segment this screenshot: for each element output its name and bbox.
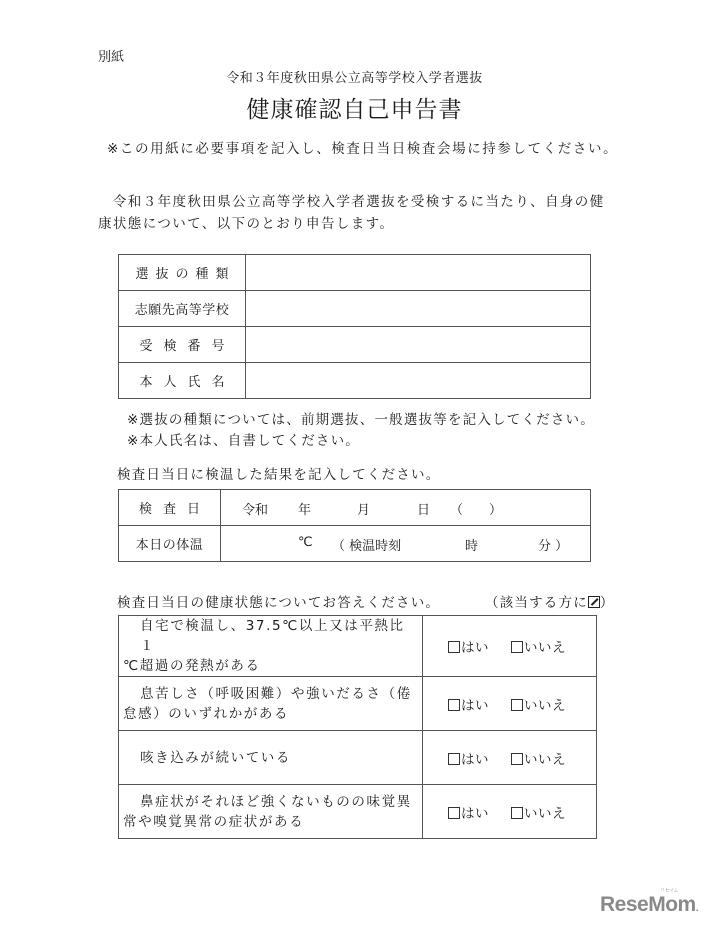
note-selection-type: ※選抜の種類については、前期選抜、一般選抜等を記入してください。: [127, 412, 595, 428]
checkbox-icon: [511, 641, 523, 653]
year-label: 年: [298, 503, 312, 518]
full-name-label: 本人氏名: [139, 375, 236, 390]
table-row: [119, 731, 597, 785]
submission-instruction: ※この用紙に必要事項を記入し、検査日当日検査会場に持参してください。: [107, 141, 619, 157]
celsius-unit: ℃: [298, 535, 313, 550]
body-temp-label: 本日の体温: [135, 538, 204, 553]
temperature-table: [118, 489, 591, 562]
checkbox-icon: [511, 699, 523, 711]
measurement-time-label: （ 検温時刻: [332, 539, 402, 554]
weekday-paren-open: （: [450, 503, 464, 518]
table-row: [119, 677, 597, 731]
taste-smell-no-checkbox[interactable]: いいえ: [511, 802, 566, 822]
era-label: 令和: [242, 503, 269, 518]
full-name-field[interactable]: [246, 363, 591, 399]
taste-smell-yes-checkbox[interactable]: はい: [448, 802, 489, 822]
target-school-field[interactable]: [246, 291, 591, 327]
exam-date-field[interactable]: [221, 490, 591, 526]
hour-label: 時: [465, 539, 479, 554]
selection-type-label: 選抜の種類: [135, 267, 236, 282]
document-subtitle: 令和３年度秋田県公立高等学校入学者選抜: [226, 71, 483, 86]
table-row: [119, 785, 597, 839]
exam-number-field[interactable]: [246, 327, 591, 363]
breathing-yes-checkbox[interactable]: はい: [448, 694, 489, 714]
month-label: 月: [357, 503, 371, 518]
question-taste-smell: 鼻症状がそれほど強くないものの味覚異 常や嗅覚異常の症状がある: [119, 785, 423, 839]
fever-no-checkbox[interactable]: いいえ: [511, 636, 566, 656]
checkbox-icon: [448, 699, 460, 711]
exam-number-label: 受検番号: [139, 339, 236, 354]
appendix-label: 別紙: [98, 50, 125, 65]
applicant-info-table: [118, 254, 591, 399]
cough-yes-checkbox[interactable]: はい: [448, 748, 489, 768]
minute-label: 分 ）: [538, 539, 569, 554]
table-row: [119, 363, 591, 399]
body-temp-field[interactable]: [221, 526, 591, 562]
checkbox-icon: [511, 807, 523, 819]
table-row: [119, 490, 591, 526]
cough-no-checkbox[interactable]: いいえ: [511, 748, 566, 768]
document-title: 健康確認自己申告書: [246, 97, 463, 123]
table-row: [119, 616, 597, 677]
question-fever: 自宅で検温し、37.5℃以上又は平熱比１ ℃超過の発熱がある: [119, 616, 423, 677]
weekday-paren-close: ）: [489, 503, 503, 518]
declaration-intro: 令和３年度秋田県公立高等学校入学者選抜を受検するに当たり、自身の健康状態について、以下のとおり申告します。: [98, 194, 605, 232]
exam-date-label: 検査日: [138, 502, 211, 517]
check-hint: （該当する方に ）: [485, 595, 615, 611]
question-breathing: 息苦しさ（呼吸困難）や強いだるさ（倦 怠感）のいずれかがある: [119, 677, 423, 731]
question-cough: 咳き込みが続いている: [119, 731, 423, 785]
checkbox-icon: [448, 807, 460, 819]
note-signature: ※本人氏名は、自書してください。: [127, 433, 361, 449]
fever-yes-checkbox[interactable]: はい: [448, 636, 489, 656]
target-school-label: 志願先高等学校: [134, 303, 230, 318]
table-row: [119, 327, 591, 363]
health-status-table: [118, 615, 597, 839]
day-label: 日: [417, 503, 431, 518]
temperature-instruction: 検査日当日に検温した結果を記入してください。: [117, 467, 441, 483]
resemom-logo: ReseMom. リセマム: [600, 888, 698, 916]
table-row: [119, 255, 591, 291]
checkbox-icon: [448, 641, 460, 653]
checkbox-icon: [448, 753, 460, 765]
table-row: [119, 291, 591, 327]
table-row: [119, 526, 591, 562]
health-instruction: 検査日当日の健康状態についてお答えください。: [117, 595, 441, 611]
checked-box-icon: [588, 596, 600, 608]
breathing-no-checkbox[interactable]: いいえ: [511, 694, 566, 714]
checkbox-icon: [511, 753, 523, 765]
selection-type-field[interactable]: [246, 255, 591, 291]
